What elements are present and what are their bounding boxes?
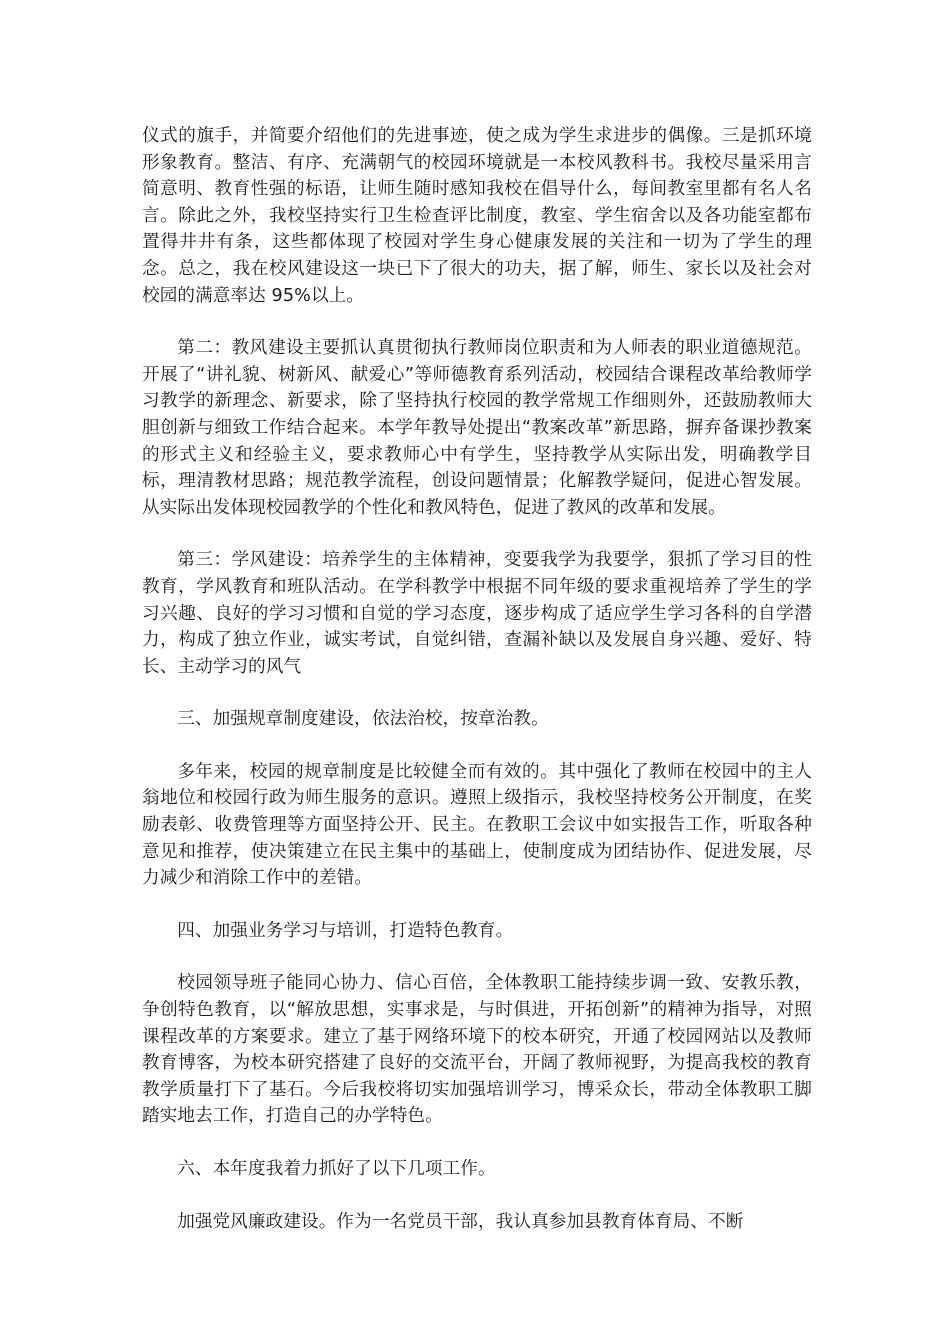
paragraph-study-style: 第三：学风建设：培养学生的主体精神，变要我学为我要学，狠抓了学习目的性教育，学风教育和班队活动。在学科教学中根据不同年级的要求重视培养了学生的学习兴趣、良好的学习习惯和自觉的学习态度，逐步构成了适应学生学习各科的自学潜力，构成了独立作业，诚实考试，自觉纠错，查漏补缺以及发展自身兴趣、爱好、特长、主动学习的风气 bbox=[142, 550, 812, 677]
document-page bbox=[142, 123, 812, 1235]
paragraph-teaching-style: 第二：教风建设主要抓认真贯彻执行教师岗位职责和为人师表的职业道德规范。开展了“讲礼貌、树新风、献爱心”等师德教育系列活动，校园结合课程改革给教师学习教学的新理念、新要求，除了坚持执行校园的教学常规工作细则外，还鼓励教师大胆创新与细致工作结合起来。本学年教导处提出“教案改革”新思路，摒弃备课抄教案的形式主义和经验主义，要求教师心中有学生，坚持教学从实际出发，明确教学目标，理清教材思路；规范教学流程，创设问题情景；化解教学疑问，促进心智发展。从实际出发体现校园教学的个性化和教风特色，促进了教风的改革和发展。 bbox=[142, 338, 812, 518]
paragraph-regulations: 多年来，校园的规章制度是比较健全而有效的。其中强化了教师在校园中的主人翁地位和校园行政为师生服务的意识。遵照上级指示，我校坚持校务公开制度，在奖励表彰、收费管理等方面坚持公开、民主。在教职工会议中如实报告工作，听取各种意见和推荐，使决策建立在民主集中的基础上，使制度成为团结协作、促进发展，尽力减少和消除工作中的差错。 bbox=[142, 761, 812, 889]
paragraph-training: 校园领导班子能同心协力、信心百倍，全体教职工能持续步调一致、安教乐教，争创特色教育，以“解放思想，实事求是，与时俱进，开拓创新”的精神为指导，对照课程改革的方案要求。建立了基于网络环境下的校本研究，开通了校园网站以及教师教育博客，为校本研究搭建了良好的交流平台，开阔了教师视野，为提高我校的教育教学质量打下了基石。今后我校将切实加强培训学习，博采众长，带动全体教职工脚踏实地去工作，打造自己的办学特色。 bbox=[142, 973, 812, 1127]
section-heading-regulations: 三、加强规章制度建设，依法治校，按章治教。 bbox=[177, 709, 549, 730]
paragraph-party-building: 加强党风廉政建设。作为一名党员干部，我认真参加县教育体育局、不断 bbox=[177, 1211, 744, 1232]
section-heading-annual-work: 六、本年度我着力抓好了以下几项工作。 bbox=[177, 1159, 496, 1179]
section-heading-training: 四、加强业务学习与培训，打造特色教育。 bbox=[177, 920, 514, 941]
paragraph-school-spirit-continued: 仪式的旗手，并简要介绍他们的先进事迹，使之成为学生求进步的偶像。三是抓环境形象教育。整洁、有序、充满朝气的校园环境就是一本校风教科书。我校尽量采用言简意明、教育性强的标语，让师生随时感知我校在倡导什么，每间教室里都有名人名言。除此之外，我校坚持实行卫生检查评比制度，教室、学生宿舍以及各功能室都布置得井井有条，这些都体现了校园对学生身心健康发展的关注和一切为了学生的理念。总之，我在校风建设这一块已下了很大的功夫，据了解，师生、家长以及社会对校园的满意率达 95%以上。 bbox=[142, 126, 812, 306]
